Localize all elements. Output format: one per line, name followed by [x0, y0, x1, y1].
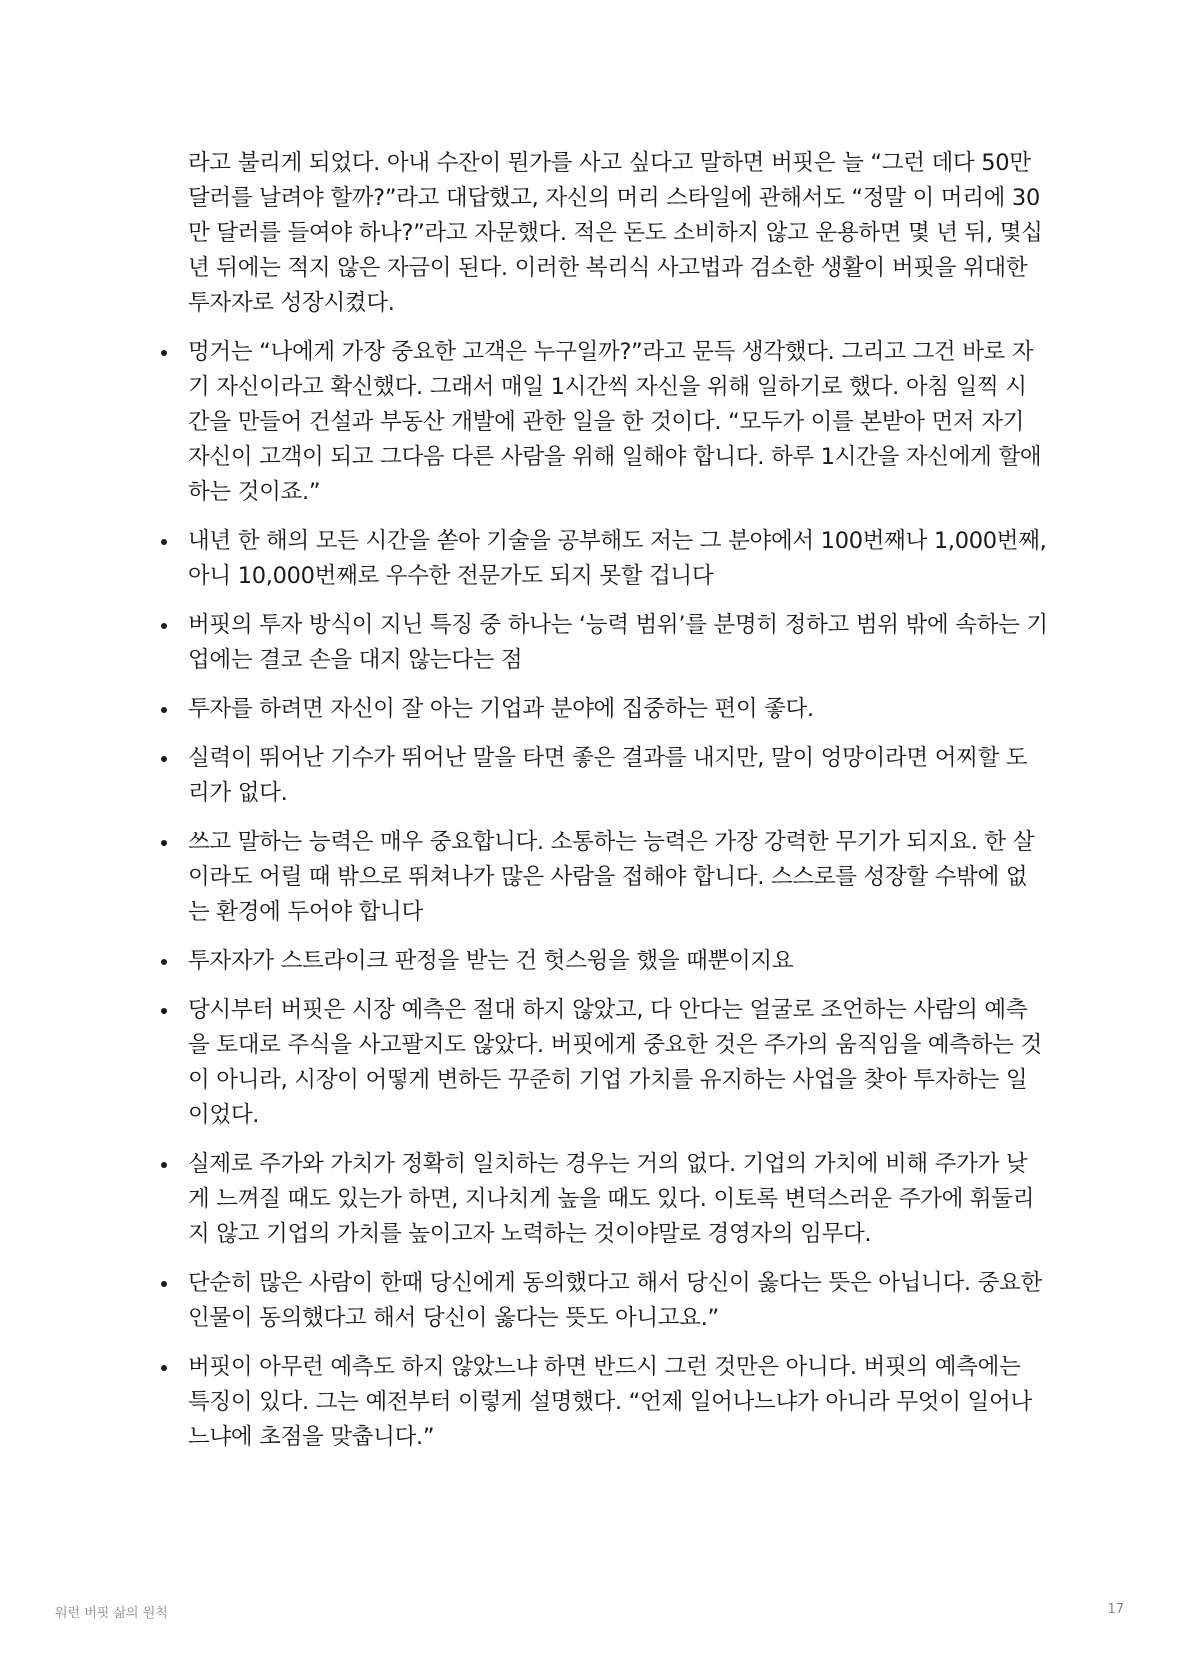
bullet-item: 실제로 주가와 가치가 정확히 일치하는 경우는 거의 없다. 기업의 가치에 비해 주가가 낮게 느껴질 때도 있는가 하면, 지나치게 높을 때도 있다. 이토록 변덕스러운 주가에 휘둘리지 않고 기업의 가치를 높이고자 노력하는 것이야말로 경영자의 임무다. [188, 1147, 1048, 1252]
bullet-item: 실력이 뛰어난 기수가 뛰어난 말을 타면 좋은 결과를 내지만, 말이 엉망이라면 어찌할 도리가 없다. [188, 741, 1048, 811]
bullet-item: 투자자가 스트라이크 판정을 받는 건 헛스윙을 했을 때뿐이지요 [188, 944, 1048, 979]
bullet-item: 내년 한 해의 모든 시간을 쏟아 기술을 공부해도 저는 그 분야에서 100번째나 1,000번째, 아니 10,000번째로 우수한 전문가도 되지 못할 겁니다 [188, 524, 1048, 594]
bullet-item: 버핏이 아무런 예측도 하지 않았느냐 하면 반드시 그런 것만은 아니다. 버핏의 예측에는 특징이 있다. 그는 예전부터 이렇게 설명했다. “언제 일어나느냐가 아니라 무엇이 일어나느냐에 초점을 맞춥니다.” [188, 1350, 1048, 1455]
footer-page-number: 17 [1107, 1602, 1124, 1617]
page-body [188, 146, 1048, 1469]
bullet-item: 투자를 하려면 자신이 잘 아는 기업과 분야에 집중하는 편이 좋다. [188, 692, 1048, 727]
footer-book-title: 워런 버핏 삶의 원칙 [55, 1606, 168, 1621]
bullet-item: 당시부터 버핏은 시장 예측은 절대 하지 않았고, 다 안다는 얼굴로 조언하는 사람의 예측을 토대로 주식을 사고팔지도 않았다. 버핏에게 중요한 것은 주가의 움직임을 예측하는 것이 아니라, 시장이 어떻게 변하든 꾸준히 기업 가치를 유지하는 사업을 찾아 투자하는 일이었다. [188, 993, 1048, 1133]
bullet-item: 멍거는 “나에게 가장 중요한 고객은 누구일까?”라고 문득 생각했다. 그리고 그건 바로 자기 자신이라고 확신했다. 그래서 매일 1시간씩 자신을 위해 일하기로 했다. 아침 일찍 시간을 만들어 건설과 부동산 개발에 관한 일을 한 것이다. “모두가 이를 본받아 먼저 자기 자신이 고객이 되고 그다음 다른 사람을 위해 일해야 합니다. 하루 1시간을 자신에게 할애하는 것이죠.” [188, 335, 1048, 510]
bullet-item: 버핏의 투자 방식이 지닌 특징 중 하나는 ‘능력 범위’를 분명히 정하고 범위 밖에 속하는 기업에는 결코 손을 대지 않는다는 점 [188, 608, 1048, 678]
intro-paragraph: 라고 불리게 되었다. 아내 수잔이 뭔가를 사고 싶다고 말하면 버핏은 늘 “그런 데다 50만 달러를 날려야 할까?”라고 대답했고, 자신의 머리 스타일에 관해서도 “정말 이 머리에 30만 달러를 들여야 하나?”라고 자문했다. 적은 돈도 소비하지 않고 운용하면 몇 년 뒤, 몇십 년 뒤에는 적지 않은 자금이 된다. 이러한 복리식 사고법과 검소한 생활이 버핏을 위대한 투자자로 성장시켰다. [188, 150, 1043, 316]
bullet-item: 쓰고 말하는 능력은 매우 중요합니다. 소통하는 능력은 가장 강력한 무기가 되지요. 한 살이라도 어릴 때 밖으로 뛰쳐나가 많은 사람을 접해야 합니다. 스스로를 성장할 수밖에 없는 환경에 두어야 합니다 [188, 825, 1048, 930]
bullet-list [188, 335, 1048, 1455]
bullet-item: 단순히 많은 사람이 한때 당신에게 동의했다고 해서 당신이 옳다는 뜻은 아닙니다. 중요한 인물이 동의했다고 해서 당신이 옳다는 뜻도 아니고요.” [188, 1266, 1048, 1336]
